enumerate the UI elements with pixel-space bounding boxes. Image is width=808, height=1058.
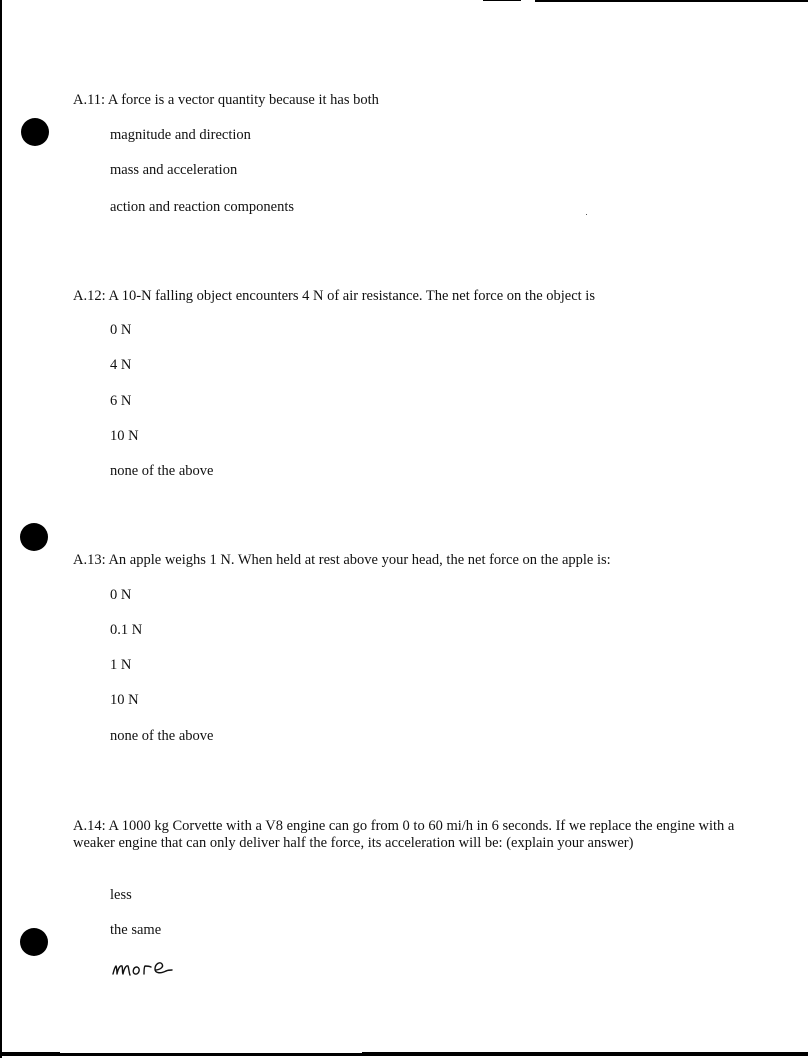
question-prompt: A.11: A force is a vector quantity because it has both [73, 92, 379, 108]
option-a13-4: 10 N [110, 692, 139, 708]
question-a11 [73, 92, 743, 109]
option-a12-1: 0 N [110, 322, 132, 338]
question-prompt: A.12: A 10-N falling object encounters 4 N of air resistance. The net force on the object is [73, 288, 595, 304]
option-a14-2: the same [110, 922, 162, 938]
option-a12-4: 10 N [110, 428, 139, 444]
scan-edge-top [535, 0, 808, 2]
question-prompt: A.13: An apple weighs 1 N. When held at rest above your head, the net force on the apple is: [73, 552, 611, 568]
scan-edge-bottom-gap [60, 1051, 362, 1053]
handwritten-answer [110, 954, 180, 982]
option-a13-1: 0 N [110, 587, 132, 603]
option-a12-5: none of the above [110, 463, 214, 479]
scan-edge-left [0, 0, 2, 1058]
punch-hole-top [21, 118, 49, 146]
punch-hole-bottom [20, 928, 48, 956]
option-a14-1: less [110, 887, 132, 903]
option-a13-3: 1 N [110, 657, 132, 673]
option-a11-2: mass and acceleration [110, 162, 238, 178]
punch-hole-middle [20, 523, 48, 551]
question-a14 [73, 818, 743, 852]
question-a12 [73, 288, 743, 305]
option-a11-1: magnitude and direction [110, 127, 251, 143]
option-a12-2: 4 N [110, 357, 132, 373]
scan-speck [586, 214, 587, 215]
question-prompt: A.14: A 1000 kg Corvette with a V8 engine can go from 0 to 60 mi/h in 6 seconds. If we replace the engine with a weaker engine that can only deliver half the force, its acceleration will be: (explain your answer) [73, 818, 735, 851]
option-a13-2: 0.1 N [110, 622, 143, 638]
option-a12-3: 6 N [110, 393, 132, 409]
scan-edge-top-mark [483, 0, 521, 1]
option-a13-5: none of the above [110, 728, 214, 744]
question-a13 [73, 552, 743, 569]
option-a11-3: action and reaction components [110, 199, 295, 215]
